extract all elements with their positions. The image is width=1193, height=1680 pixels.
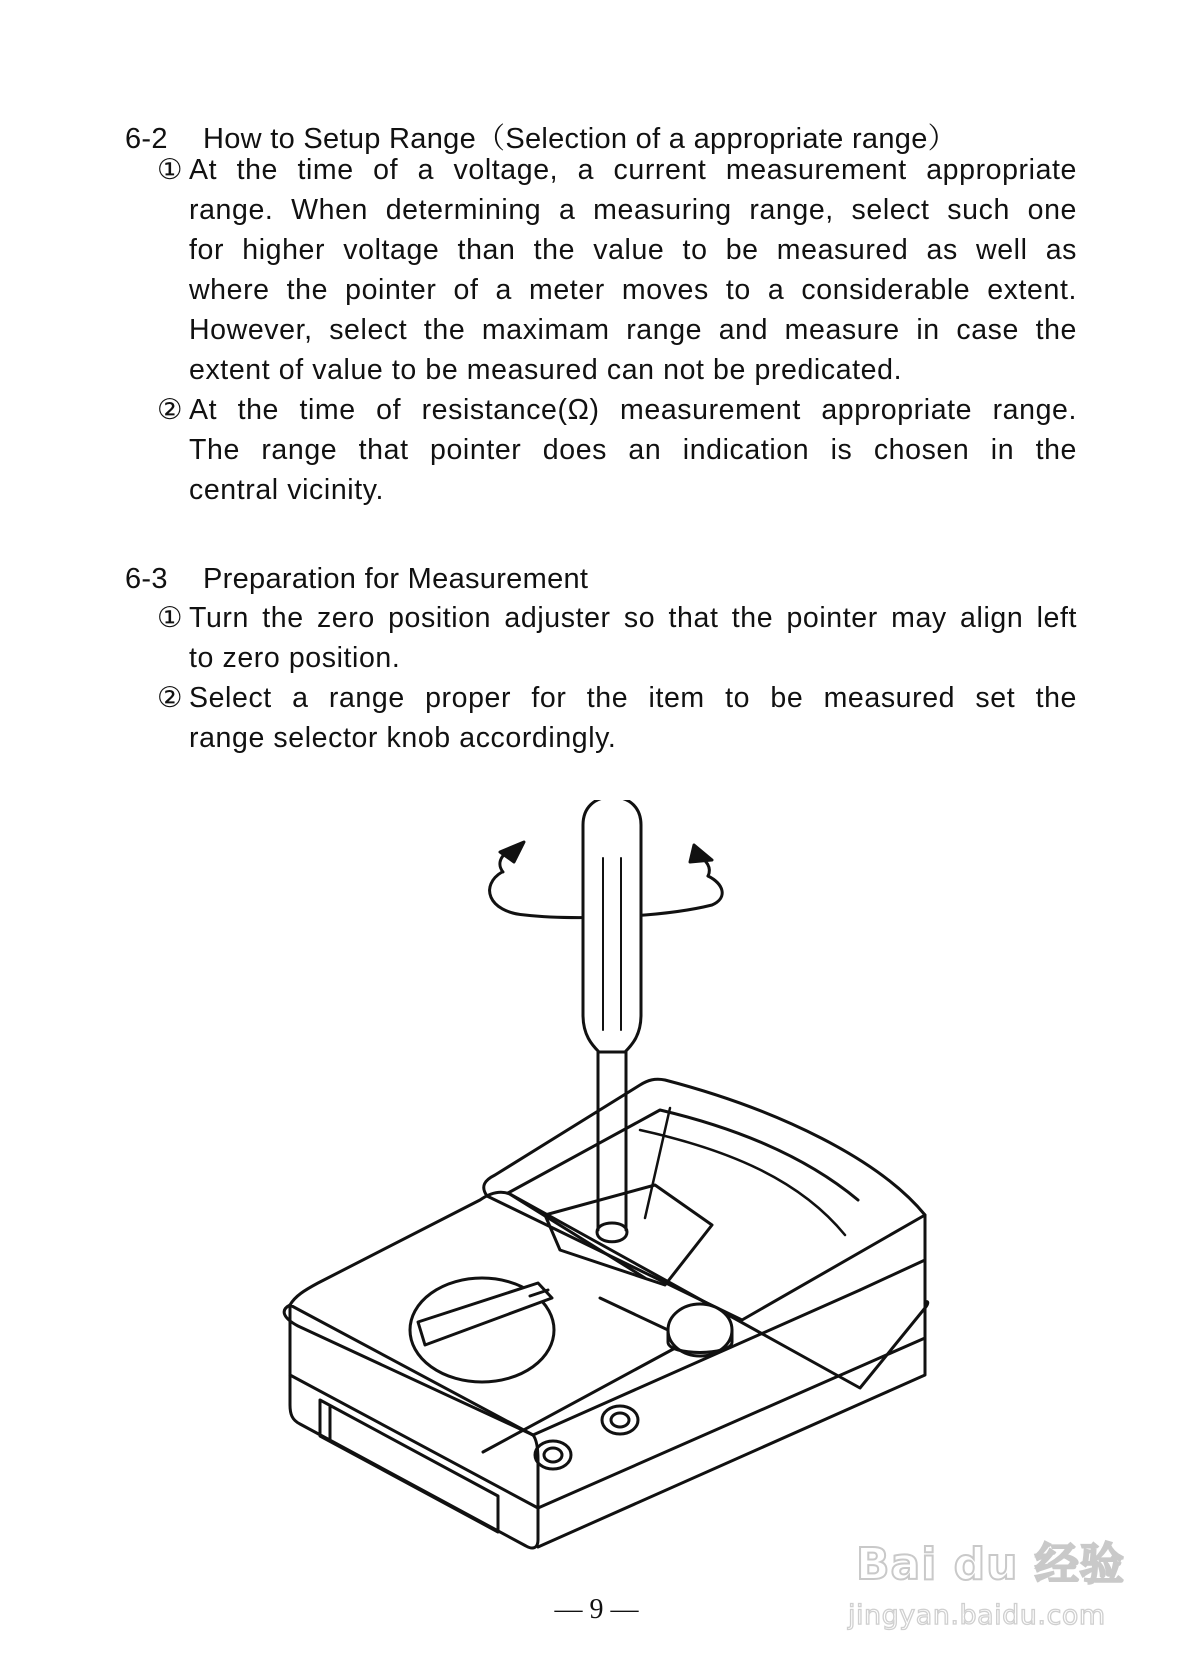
item-marker: ② <box>157 682 183 714</box>
list-item-6-2-1 <box>157 150 1077 390</box>
text-line: to zero position. <box>189 642 401 674</box>
section-6-3-heading <box>125 563 588 596</box>
item-marker: ① <box>157 602 183 634</box>
section-title: Preparation for Measurement <box>203 563 589 595</box>
watermark-logo: Bai du 经验 <box>856 1539 1125 1590</box>
baidu-watermark <box>848 1528 1148 1648</box>
list-item-6-2-2 <box>157 390 1077 510</box>
item-marker: ① <box>157 154 183 186</box>
text-line: Select a range proper for the item to be measured set the <box>189 682 1077 714</box>
text-line: where the pointer of a meter moves to a considerable extent. <box>189 274 1077 306</box>
text-line: extent of value to be measured can not be predicated. <box>189 354 903 386</box>
text-line: for higher voltage than the value to be measured as well as <box>189 234 1077 266</box>
item-marker: ② <box>157 394 183 426</box>
text-line: Turn the zero position adjuster so that the pointer may align left <box>189 602 1077 634</box>
text-line: At the time of resistance(Ω) measurement appropriate range. <box>189 394 1077 426</box>
list-item-6-3-1 <box>157 598 1077 678</box>
text-line: range. When determining a measuring range, select such one <box>189 194 1077 226</box>
watermark-url: jingyan.baidu.com <box>848 1600 1106 1631</box>
text-line: central vicinity. <box>189 474 384 506</box>
page-number: — 9 — <box>554 1594 639 1625</box>
text-line: However, select the maximam range and measure in case the <box>189 314 1077 346</box>
text-line: The range that pointer does an indication is chosen in the <box>189 434 1077 466</box>
screwdriver-icon <box>583 800 641 1230</box>
section-number: 6-3 <box>125 563 168 595</box>
section-title: How to Setup Range（Selection of a appropriate range） <box>203 123 957 155</box>
multimeter-icon <box>284 1079 928 1548</box>
text-line: range selector knob accordingly. <box>189 722 617 754</box>
section-number: 6-2 <box>125 123 168 155</box>
list-item-6-3-2 <box>157 678 1077 758</box>
zero-adjust-illustration <box>270 800 950 1560</box>
text-line: At the time of a voltage, a current measurement appropriate <box>189 154 1077 186</box>
